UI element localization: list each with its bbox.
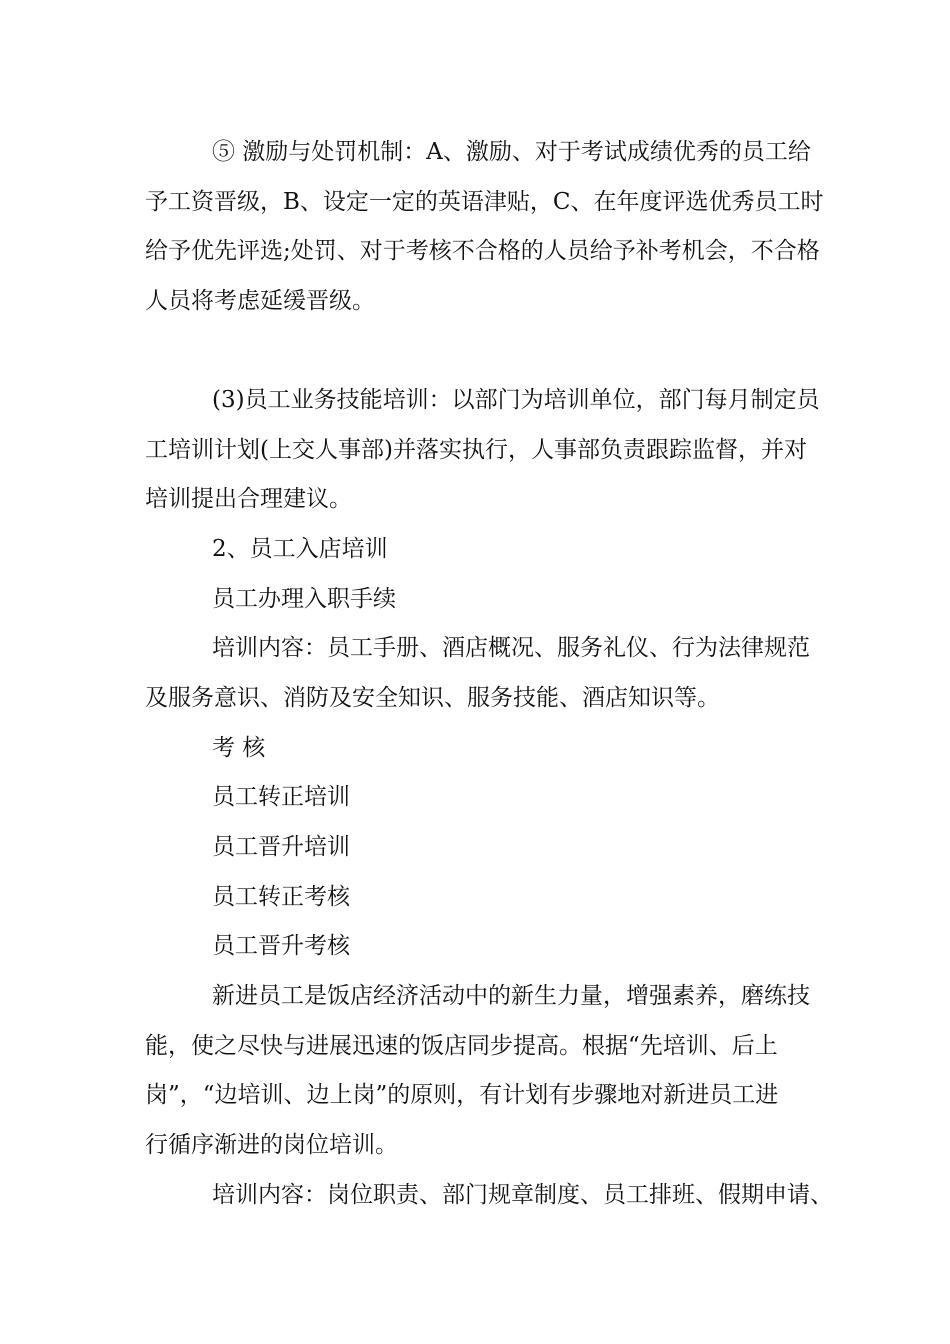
paragraph-line: (3)员工业务技能培训：以部门为培训单位，部门每月制定员 xyxy=(212,387,820,413)
paragraph-line: 员工晋升培训 xyxy=(212,834,350,860)
paragraph-line: 新进员工是饭店经济活动中的新生力量，增强素养，磨练技 xyxy=(212,983,810,1009)
paragraph-line: 员工晋升考核 xyxy=(212,933,350,959)
paragraph-line: 培训内容：岗位职责、部门规章制度、员工排班、假期申请、 xyxy=(212,1182,833,1208)
paragraph-line: 培训内容：员工手册、酒店概况、服务礼仪、行为法律规范 xyxy=(212,635,810,661)
section-heading: 2、员工入店培训 xyxy=(212,536,388,562)
paragraph-line: 能，使之尽快与进展迅速的饭店同步提高。根据“先培训、后上 xyxy=(145,1033,778,1059)
paragraph-line: 给予优先评选;处罚、对于考核不合格的人员给予补考机会，不合格 xyxy=(145,238,820,264)
paragraph-line: 工培训计划(上交人事部)并落实执行，人事部负责跟踪监督，并对 xyxy=(145,437,807,463)
paragraph-line: ⑤ 激励与处罚机制：A、激励、对于考试成绩优秀的员工给 xyxy=(212,139,811,165)
paragraph-line: 岗”，“边培训、边上岗”的原则，有计划有步骤地对新进员工进 xyxy=(145,1082,779,1108)
paragraph-line: 员工转正培训 xyxy=(212,784,350,810)
paragraph-line: 人员将考虑延缓晋级。 xyxy=(145,288,375,314)
paragraph-line: 行循序渐进的岗位培训。 xyxy=(145,1132,398,1158)
paragraph-line: 及服务意识、消防及安全知识、服务技能、酒店知识等。 xyxy=(145,685,720,711)
paragraph-line: 予工资晋级，B、设定一定的英语津贴，C、在年度评选优秀员工时 xyxy=(145,189,824,215)
paragraph-line: 员工转正考核 xyxy=(212,884,350,910)
paragraph-line: 员工办理入职手续 xyxy=(212,586,396,612)
paragraph-line: 培训提出合理建议。 xyxy=(145,486,352,512)
paragraph-line: 考 核 xyxy=(212,735,266,761)
